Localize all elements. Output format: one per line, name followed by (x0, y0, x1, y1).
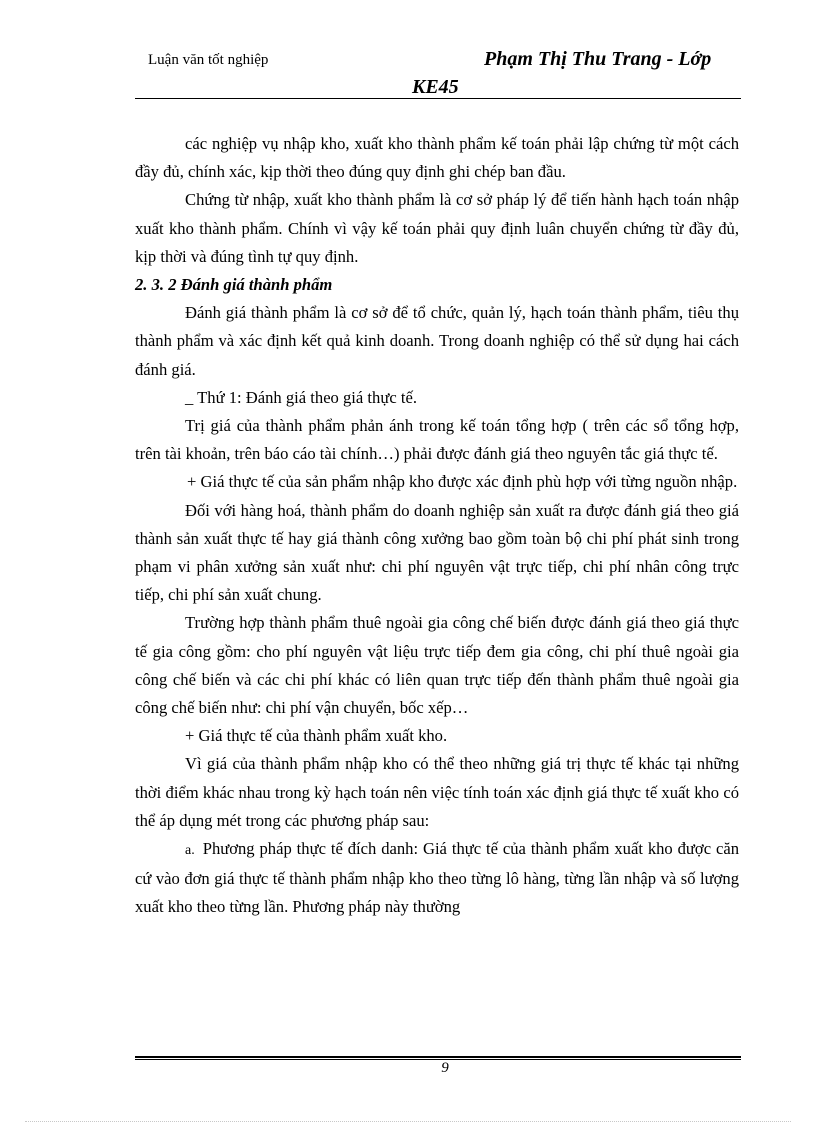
header-thesis-label: Luận văn tốt nghiệp (148, 52, 269, 68)
paragraph-methods-intro: Vì giá của thành phẩm nhập kho có thể theo những giá trị thực tế khác tại những thời điểm khác nhau trong kỳ hạch toán nên việc tính toán xác định giá thực tế xuất kho có thể áp dụng mét trong các phương pháp sau: (135, 754, 739, 830)
list-item-a-text: Phương pháp thực tế đích danh: Giá thực tế của thành phẩm xuất kho được căn cứ vào đơn giá thực tế thành phẩm nhập kho theo từng lô hàng, từng lần nhập và số lượng xuất kho theo từng lần. Phương pháp này thường (135, 839, 739, 917)
paragraph-produced-goods: Đối với hàng hoá, thành phẩm do doanh nghiệp sản xuất ra được đánh giá theo giá thành sản xuất thực tế hay giá thành công xưởng bao gồm toàn bộ chi phí phát sinh trong phạm vi phân xưởng sản xuất như: chi phí nguyên vật trực tiếp, chi phí nhân công trực tiếp, chi phí sản xuất chung. (135, 500, 739, 605)
paragraph-method-1: _ Thứ 1: Đánh giá theo giá thực tế. (185, 387, 417, 407)
paragraph-continuation: các nghiệp vụ nhập kho, xuất kho thành phẩm kế toán phải lập chứng từ một cách đầy đủ, chính xác, kịp thời theo đúng quy định ghi chép ban đầu. (135, 134, 739, 182)
paragraph-outbound-price: + Giá thực tế của thành phẩm xuất kho. (185, 726, 448, 746)
paragraph-book-value: Trị giá của thành phẩm phản ánh trong kế toán tổng hợp ( trên các sổ tổng hợp, trên tài khoản, trên báo cáo tài chính…) phải được đánh giá theo nguyên tắc giá thực tế. (135, 416, 739, 464)
page-bottom-border (25, 1121, 791, 1122)
list-label: a. (185, 843, 195, 859)
paragraph-inbound-price: + Giá thực tế của sản phẩm nhập kho được xác định phù hợp với từng nguồn nhập. (187, 472, 738, 492)
paragraph-outsourced: Trường hợp thành phẩm thuê ngoài gia công chế biến được đánh giá theo giá thực tế gia công gồm: cho phí nguyên vật liệu trực tiếp đem gia công, chi phí thuê ngoài gia công chế biến và các chi phí khác có liên quan trực tiếp đến thành phẩm thuê ngoài gia công chế biến như: chi phí vận chuyển, bốc xếp… (135, 613, 739, 718)
body-text (135, 130, 739, 922)
header-author-line2: KE45 (412, 76, 459, 98)
paragraph-valuation-intro: Đánh giá thành phẩm là cơ sở để tổ chức, quản lý, hạch toán thành phẩm, tiêu thụ thành phẩm và xác định kết quả kinh doanh. Trong doanh nghiệp có thể sử dụng hai cách đánh giá. (135, 303, 739, 379)
header-author-line1: Phạm Thị Thu Trang - Lớp (484, 48, 712, 70)
list-item-a (135, 835, 739, 922)
footer-rule-thick (135, 1056, 741, 1058)
header-rule (135, 98, 741, 99)
section-heading: 2. 3. 2 Đánh giá thành phẩm (135, 275, 333, 295)
paragraph-documents: Chứng từ nhập, xuất kho thành phẩm là cơ sở pháp lý để tiến hành hạch toán nhập xuất kho thành phẩm. Chính vì vậy kế toán phải quy định luân chuyển chứng từ đầy đủ, kịp thời và đúng tình tự quy định. (135, 190, 739, 266)
page-number: 9 (441, 1060, 449, 1076)
